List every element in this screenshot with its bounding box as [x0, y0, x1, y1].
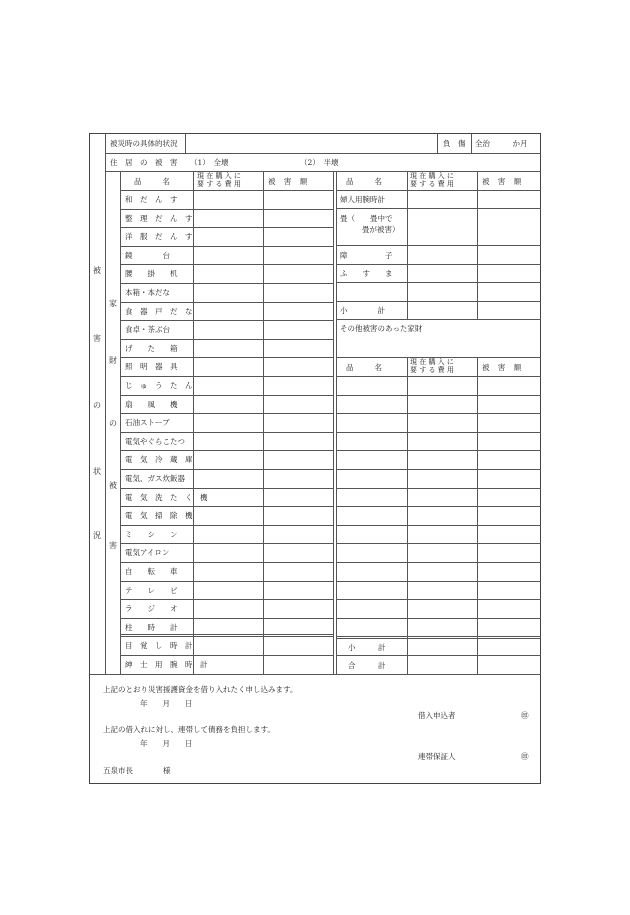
- left-item-label: 和 だ ん す: [125, 195, 178, 204]
- row-divider: [336, 525, 541, 526]
- mayor-addressee: 五泉市長 様: [103, 766, 171, 775]
- divider: [437, 133, 438, 153]
- right-header-cost-1: 現 在 購 入 に: [410, 172, 454, 180]
- row-divider: [120, 395, 333, 396]
- row-divider: [120, 634, 333, 635]
- row-divider: [120, 283, 333, 284]
- row-divider: [120, 599, 333, 600]
- guarantee-date: 年 月 日: [140, 739, 193, 748]
- row-divider: [120, 432, 333, 433]
- row-divider: [336, 655, 541, 656]
- other-items-label: その他被害のあった家財: [340, 324, 423, 333]
- left-item-label: 目 覚 し 時 計: [125, 641, 193, 650]
- side-column-divider: [105, 133, 106, 674]
- row-divider: [336, 488, 541, 489]
- left-item-label: げ た 箱: [125, 344, 178, 353]
- row-divider: [120, 543, 333, 544]
- row-divider: [336, 282, 541, 283]
- right-item-tatami-2: 畳が被害）: [362, 225, 400, 234]
- left-item-label: 整 理 だ ん す: [125, 214, 193, 223]
- row-divider: [120, 227, 333, 228]
- left-item-label: テ レ ビ: [125, 586, 178, 595]
- row-divider: [120, 636, 333, 637]
- row-divider: [120, 190, 333, 191]
- housing-damage-label: 住 居 の 被 害: [110, 158, 178, 167]
- left-item-label: ラ ジ オ: [125, 604, 178, 613]
- left-item-label: 電 気 冷 蔵 庫: [125, 455, 193, 464]
- left-item-label: ミ シ ン: [125, 530, 178, 539]
- row-divider: [336, 506, 541, 507]
- application-statement: 上記のとおり災害援護資金を借り入れたく申し込みます。: [103, 685, 298, 694]
- row-divider: [120, 525, 333, 526]
- divider: [333, 171, 334, 674]
- row-divider: [336, 413, 541, 414]
- row-divider: [336, 581, 541, 582]
- bottom-subtotal-label: 小 計: [348, 643, 386, 652]
- left-item-label: 柱 時 計: [125, 623, 178, 632]
- left-header-damage: 被 害 額: [268, 177, 311, 186]
- left-header-item: 品 名: [134, 177, 172, 186]
- row-divider: [120, 376, 333, 377]
- row-divider: [336, 190, 541, 191]
- row-divider: [336, 450, 541, 451]
- divider: [185, 133, 186, 153]
- row-divider: [120, 562, 333, 563]
- left-item-label: 腰 掛 机: [125, 269, 178, 278]
- applicant-label: 借入申込者: [418, 711, 456, 720]
- row-divider: [336, 599, 541, 600]
- right-header2-cost-2: 要 す る 費 用: [410, 366, 454, 374]
- left-item-label: 洋 服 だ ん す: [125, 232, 193, 241]
- right-header-item: 品 名: [346, 177, 384, 186]
- right-header-cost-2: 要 す る 費 用: [410, 180, 454, 188]
- table-bottom-border: [89, 674, 541, 675]
- left-item-label: 食 器 戸 だ な: [125, 307, 193, 316]
- row-divider: [336, 618, 541, 619]
- application-date: 年 月 日: [140, 699, 193, 708]
- row-divider: [105, 171, 541, 172]
- side-label-outer-4: 状: [93, 467, 101, 476]
- row-divider: [336, 543, 541, 544]
- left-item-label: 自 転 車: [125, 567, 178, 576]
- guarantor-label: 連帯保証人: [418, 752, 456, 761]
- row-divider: [336, 264, 541, 265]
- side-label-inner-3: の: [109, 419, 117, 428]
- row-divider: [336, 301, 541, 302]
- left-item-label: 電 気 洗 た く 機: [125, 493, 208, 502]
- right-header2-cost-1: 現 在 購 入 に: [410, 358, 454, 366]
- side-label-inner-2: 財: [109, 356, 117, 365]
- left-item-label: 電気やぐらこたつ: [125, 437, 185, 446]
- right-header2-item: 品 名: [346, 363, 384, 372]
- left-item-label: 電気アイロン: [125, 548, 170, 557]
- row-divider: [120, 209, 333, 210]
- right-item-watch: 婦人用腕時計: [340, 195, 385, 204]
- row-divider: [120, 488, 333, 489]
- row-divider: [336, 376, 541, 377]
- row-divider: [120, 450, 333, 451]
- injury-label: 負 傷: [443, 139, 466, 148]
- row-divider: [120, 246, 333, 247]
- left-header-cost-2: 要 す る 費 用: [197, 180, 241, 188]
- left-item-label: 電気、ガス炊飯器: [125, 474, 185, 483]
- row-divider: [336, 208, 541, 209]
- side-label-inner-4: 被: [109, 481, 117, 490]
- left-item-label: 食卓・茶ぶ台: [125, 325, 170, 334]
- right-item-tatami-1: 畳（ 畳中で: [340, 214, 393, 223]
- left-item-label: 照 明 器 具: [125, 362, 178, 371]
- total-destruction-option: （1） 全壊: [190, 158, 229, 167]
- side-label-inner-5: 害: [109, 541, 117, 550]
- row-divider: [336, 562, 541, 563]
- guarantor-seal: ㊞: [521, 752, 529, 761]
- left-item-label: 紳 士 用 腕 時 計: [125, 660, 208, 669]
- row-divider: [120, 655, 333, 656]
- side-label-outer-2: 害: [93, 334, 101, 343]
- left-header-cost-1: 現 在 購 入 に: [197, 172, 241, 180]
- bottom-total-label: 合 計: [348, 661, 386, 670]
- row-divider: [105, 153, 541, 154]
- row-divider: [120, 302, 333, 303]
- side-label-outer-5: 況: [93, 531, 101, 540]
- injury-value: 全治 か月: [475, 139, 528, 148]
- row-divider: [120, 618, 333, 619]
- row-divider: [120, 469, 333, 470]
- row-divider: [120, 357, 333, 358]
- left-item-label: 電 気 掃 除 機: [125, 511, 193, 520]
- row-divider: [120, 413, 333, 414]
- right-header2-damage: 被 害 額: [482, 363, 525, 372]
- row-divider: [120, 320, 333, 321]
- left-item-label: 鏡 台: [125, 251, 170, 260]
- row-divider: [336, 395, 541, 396]
- row-divider: [336, 469, 541, 470]
- side-label-inner-1: 家: [109, 299, 117, 308]
- left-item-label: 石油ストーブ: [125, 418, 170, 427]
- right-item-shoji: 障 子: [340, 251, 393, 260]
- left-item-label: 扇 風 機: [125, 400, 178, 409]
- row-divider: [336, 245, 541, 246]
- row-divider: [336, 432, 541, 433]
- row-divider: [336, 638, 541, 639]
- disaster-situation-label: 被災時の具体的状況: [110, 139, 178, 148]
- side-label-outer-1: 被: [93, 266, 101, 275]
- left-item-label: じ ゅ う た ん: [125, 381, 193, 390]
- guarantee-statement: 上記の借入れに対し、連帯して債務を負担します。: [103, 725, 275, 734]
- row-divider: [120, 339, 333, 340]
- right-item-fusuma: ふ す ま: [340, 269, 393, 278]
- row-divider: [120, 264, 333, 265]
- left-item-label: 本箱・本だな: [125, 288, 170, 297]
- row-divider: [120, 581, 333, 582]
- right-header-damage: 被 害 額: [482, 177, 525, 186]
- right-item-subtotal: 小 計: [340, 306, 385, 315]
- applicant-seal: ㊞: [521, 711, 529, 720]
- row-divider: [336, 636, 541, 637]
- half-destruction-option: （2） 半壊: [300, 158, 339, 167]
- divider: [471, 133, 472, 153]
- row-divider: [120, 506, 333, 507]
- side-label-outer-3: の: [93, 401, 101, 410]
